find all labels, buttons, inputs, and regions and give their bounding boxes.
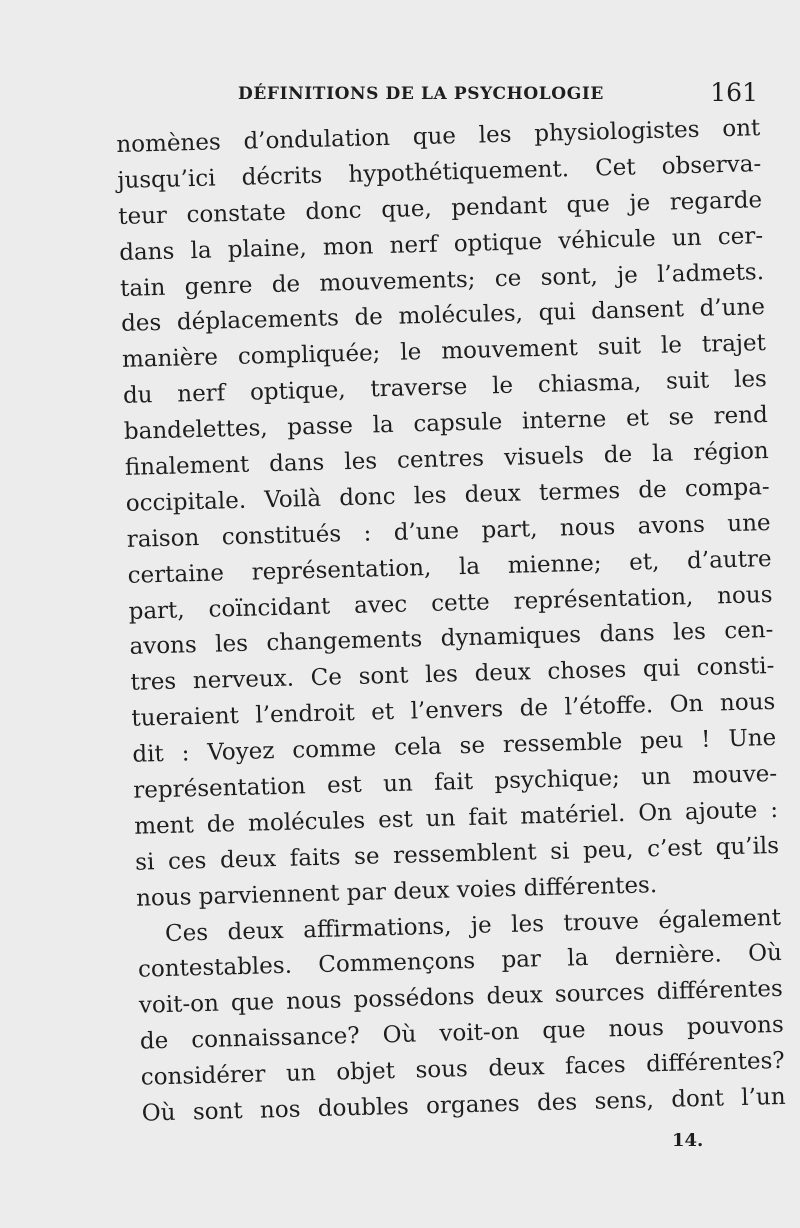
running-title: DÉFINITIONS DE LA PSYCHOLOGIE [238,84,604,104]
text-line: teur constate donc que, pendant que je regarde [117,186,763,230]
text-line: dans la plaine, mon nerf optique véhicule un cer- [118,222,764,266]
text-line: Où sont nos doubles organes des sens, dont l’un [141,1083,786,1127]
text-line: occipitale. Voilà donc les deux termes de compa- [125,473,770,517]
text-line: part, coïncidant avec cette représentation, nous [128,581,773,625]
text-line: contestables. Commençons par la dernière. Où [137,940,783,984]
text-line: ment de molécules est un fait matériel. On ajoute : [133,796,779,840]
text-line: raison constitués : d’une part, nous avons une [126,509,771,553]
text-line: bandelettes, passe la capsule interne et se rend [123,402,769,446]
text-line: tueraient l’endroit et l’envers de l’étoffe. On nous [131,689,776,733]
text-line: jusqu’ici décrits hypothétiquement. Cet observa- [117,151,762,194]
text-line: du nerf optique, traverse le chiasma, suit les [122,366,768,410]
text-line: nomènes d’ondulation que les physiologistes ont [116,115,761,158]
text-line: si ces deux faits se ressemblent si peu, c’est qu’ils [134,832,780,876]
page-number: 161 [710,78,758,107]
text-line: finalement dans les centres visuels de la région [124,438,770,481]
text-line: des déplacements de molécules, qui dansent d’une [120,294,766,338]
text-line: dit : Voyez comme cela se ressemble peu ! Une [132,725,777,768]
text-line: considérer un objet sous deux faces différentes? [140,1047,785,1091]
signature-mark: 14. [672,1130,704,1151]
body-text [116,111,786,1132]
text-line: tain genre de mouvements; ce sont, je l’admets. [119,258,765,302]
page-header [238,78,758,108]
paragraph-start-line: Ces deux affirmations, je les trouve également [164,904,782,947]
paragraph-end-line: nous parviennent par deux voies différentes. [135,871,658,912]
text-line: représentation est un fait psychique; un mouve- [133,760,778,804]
text-line: tres nerveux. Ce sont les deux choses qui consti- [130,653,775,697]
text-line: avons les changements dynamiques dans les cen- [129,617,774,661]
text-line: voit-on que nous possédons deux sources différentes [138,976,784,1020]
text-line: de connaissance? Où voit-on que nous pouvons [139,1012,785,1055]
text-line: manière compliquée; le mouvement suit le trajet [121,330,767,374]
text-line: certaine représentation, la mienne; et, d’autre [127,545,772,589]
